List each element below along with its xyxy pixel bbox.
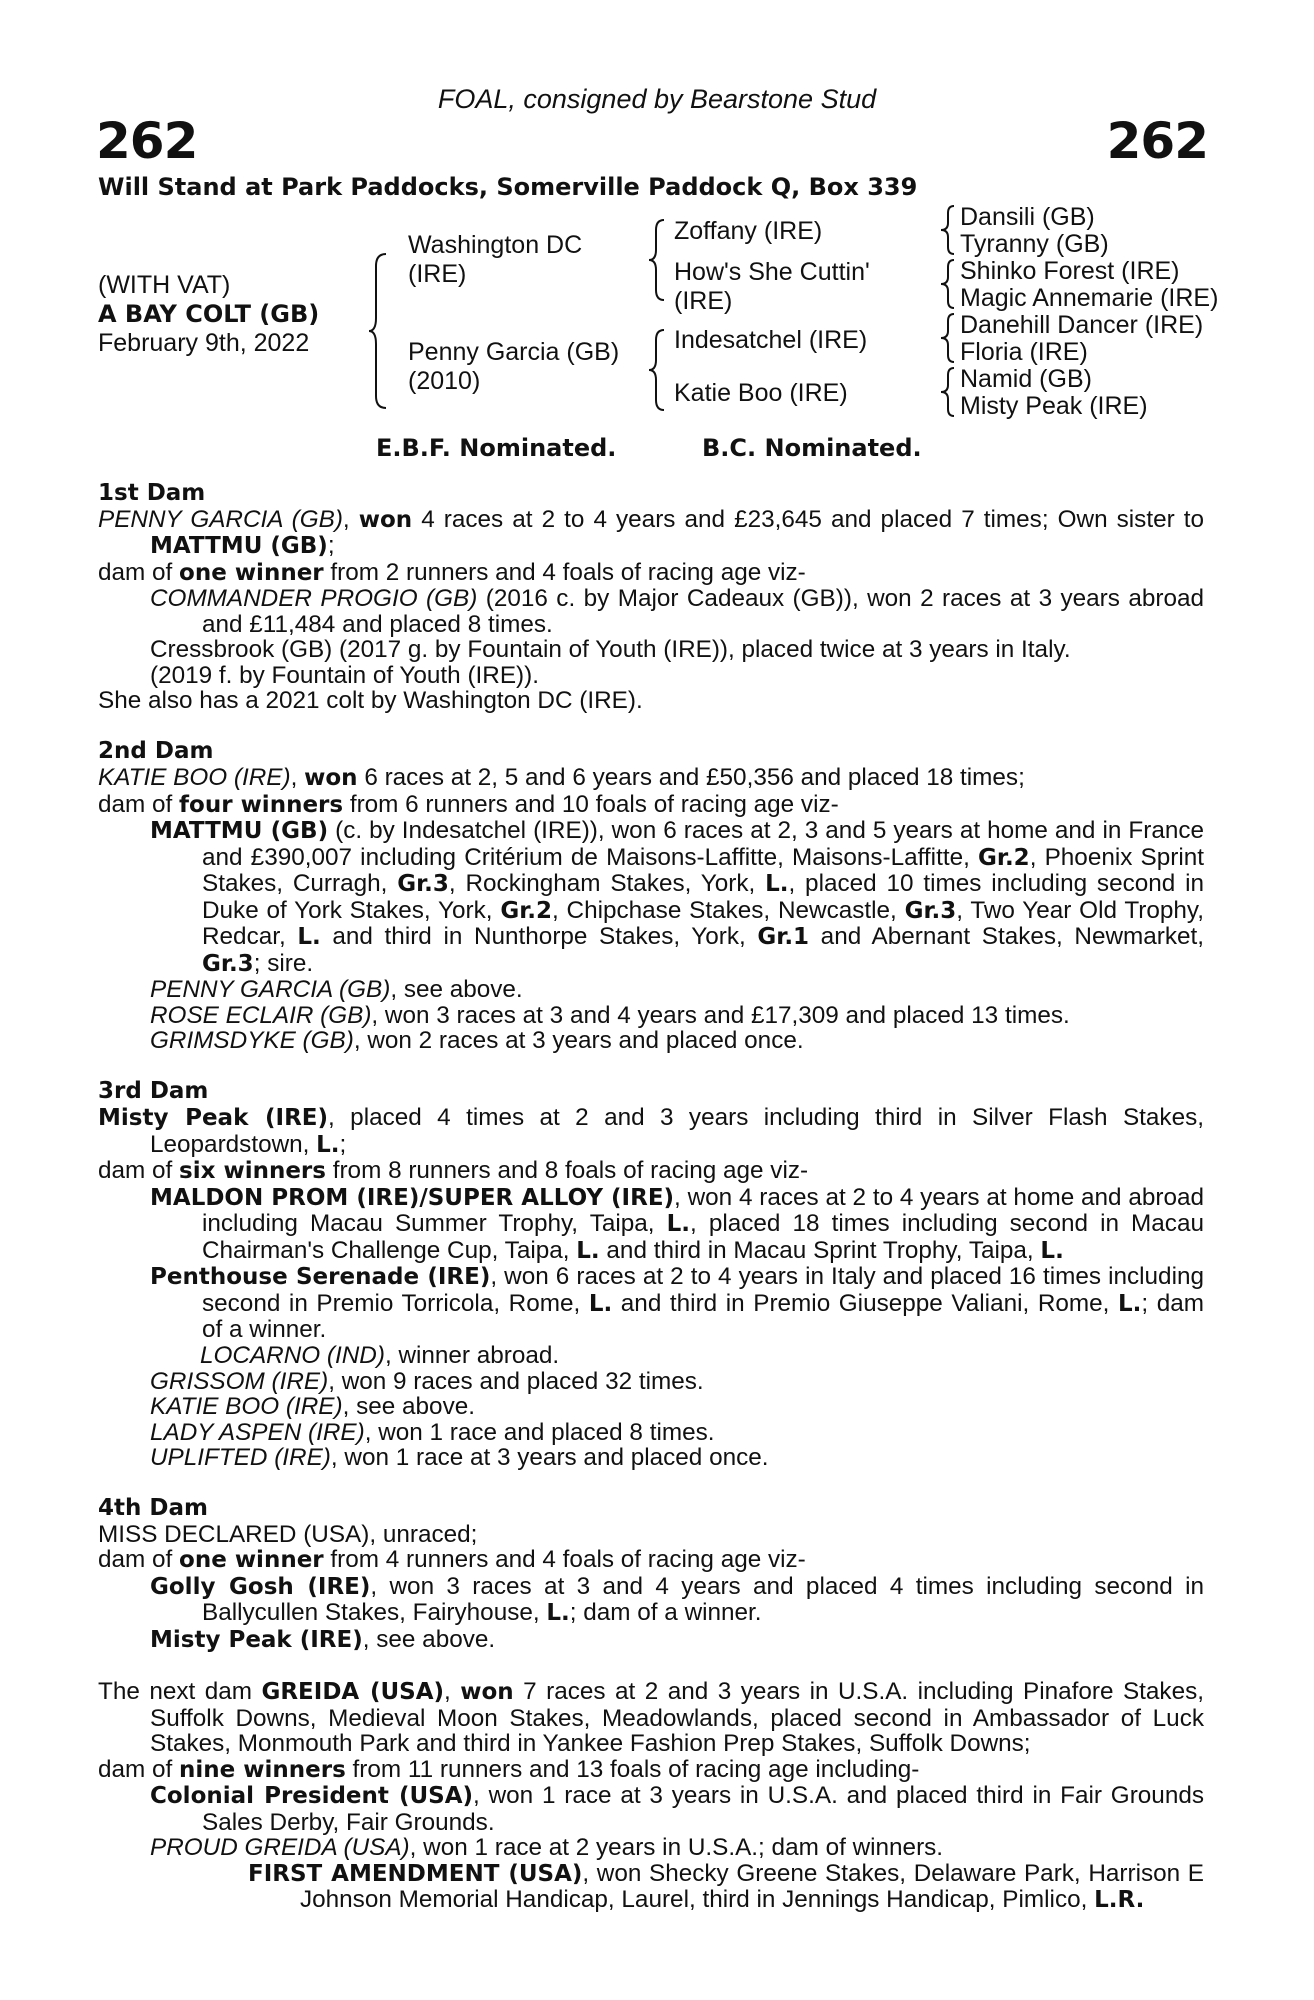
section-heading: 3rd Dam	[98, 1078, 209, 1105]
text-run: , won 9 races and placed 32 times.	[328, 1367, 704, 1395]
ancestor: Namid (GB)	[960, 365, 1092, 393]
bold-text: Gr.3	[904, 897, 957, 924]
catalogue-entry	[98, 560, 1204, 587]
bold-text: one winner	[179, 559, 324, 586]
text-run: , won 1 race at 3 years in U.S.A. and placed third in Fair Grounds Sales Derby, Fair Grounds.	[202, 1782, 1204, 1836]
sire-dam-name: How's She Cuttin' (IRE)	[674, 258, 870, 315]
catalogue-entry	[98, 1028, 1204, 1054]
bold-text: L.	[576, 1237, 600, 1264]
text-run: 7 races at 2 and 3 years in U.S.A. including Pinafore Stakes, Suffolk Downs, Medieval Moon Stakes, Meadowlands, placed second in Ambassador of Luck Stakes, Monmouth Park and third in Yankee Fashion Prep Stakes, Suffolk Downs;	[150, 1677, 1204, 1758]
bold-text: Gr.1	[757, 924, 810, 951]
sire-sire-name: Zoffany (IRE)	[674, 217, 823, 245]
pedigree-brace	[940, 204, 958, 256]
bold-text: L.	[666, 1211, 690, 1238]
consignor-line: FOAL, consigned by Bearstone Stud	[437, 84, 877, 114]
text-run: , see above.	[390, 976, 523, 1004]
catalogue-entry	[98, 1547, 1204, 1574]
text-run: , see above.	[342, 1393, 475, 1421]
section-heading: 2nd Dam	[98, 738, 214, 765]
text-run: , placed 10 times including second in Duke of York Stakes, York,	[202, 870, 1205, 924]
bold-text: won	[460, 1678, 514, 1705]
ancestor: Shinko Forest (IRE)	[960, 257, 1180, 285]
bold-text: Gr.2	[500, 897, 552, 924]
text-run: (2019 f. by Fountain of Youth (IRE)).	[150, 661, 539, 689]
text-run: , won 1 race at 2 years in U.S.A.; dam of winners.	[409, 1834, 944, 1862]
catalogue-body	[98, 481, 1204, 1939]
bc-nomination: B.C. Nominated.	[702, 434, 922, 462]
text-run: from 11 runners and 13 foals of racing age including-	[345, 1755, 920, 1783]
catalogue-entry	[98, 1574, 1204, 1627]
catalogue-entry	[98, 1420, 1204, 1446]
dam-section	[98, 1079, 1204, 1470]
ebf-nomination: E.B.F. Nominated.	[376, 434, 617, 462]
dam-dam-name: Katie Boo (IRE)	[674, 379, 848, 407]
lot-number-left: 262	[96, 112, 198, 170]
text-run: , winner abroad.	[384, 1341, 560, 1369]
dam-section	[98, 481, 1204, 714]
section-heading: 1st Dam	[98, 480, 206, 506]
italic-text: KATIE BOO (IRE)	[98, 763, 291, 791]
catalogue-entry	[98, 1394, 1204, 1420]
text-run: , won 2 races at 3 years and placed once.	[353, 1027, 804, 1055]
vat-note: (WITH VAT)	[98, 271, 231, 299]
catalogue-entry	[98, 1105, 1204, 1158]
catalogue-entry	[98, 1627, 1204, 1654]
text-run: ; dam of a winner.	[202, 1289, 1204, 1344]
bold-text: nine winners	[179, 1756, 346, 1783]
bold-text: L.	[546, 1600, 570, 1627]
bold-text: Golly Gosh (IRE)	[150, 1573, 371, 1600]
text-run: ;	[327, 532, 335, 560]
catalogue-entry	[98, 586, 1204, 637]
text-run: , won 1 race at 3 years and placed once.	[330, 1444, 769, 1472]
ancestor: Dansili (GB)	[960, 203, 1095, 231]
section-heading: 4th Dam	[98, 1495, 208, 1522]
text-run: and third in Macau Sprint Trophy, Taipa,	[599, 1236, 1041, 1264]
text-run: , won 3 races at 3 and 4 years and placed 4 times including second in Ballycullen Stakes, Fairyhouse,	[202, 1572, 1205, 1627]
dam-name: Penny Garcia (GB) (2010)	[408, 338, 620, 395]
catalogue-entry	[98, 1369, 1204, 1395]
text-run: from 8 runners and 8 foals of racing age viz-	[325, 1157, 809, 1185]
text-run: ,	[444, 1677, 461, 1705]
italic-text: UPLIFTED (IRE)	[150, 1444, 331, 1472]
stabling-line: Will Stand at Park Paddocks, Somerville Paddock Q, Box 339	[98, 173, 918, 201]
text-run: ,	[290, 763, 305, 791]
ancestor: Magic Annemarie (IRE)	[960, 284, 1219, 312]
text-run: (2016 c. by Major Cadeaux (GB)), won 2 races at 3 years abroad and £11,484 and placed 8 times.	[202, 585, 1204, 638]
bold-text: MATTMU (GB)	[150, 818, 329, 845]
text-run: , won Shecky Greene Stakes, Delaware Park, Harrison E Johnson Memorial Handicap, Laurel, third in Jennings Handicap, Pimlico,	[300, 1859, 1204, 1914]
subject-block	[98, 271, 319, 358]
bold-text: GREIDA (USA)	[261, 1678, 445, 1705]
text-run: from 4 runners and 4 foals of racing age viz-	[323, 1546, 806, 1574]
ancestor: Floria (IRE)	[960, 338, 1088, 366]
italic-text: LADY ASPEN (IRE)	[150, 1418, 365, 1446]
bold-text: Gr.2	[978, 844, 1030, 871]
catalogue-entry	[98, 1158, 1204, 1185]
text-run: , placed 18 times including second in Macau Chairman's Challenge Cup, Taipa,	[202, 1210, 1204, 1264]
italic-text: KATIE BOO (IRE)	[150, 1393, 343, 1421]
catalogue-entry	[98, 1343, 1204, 1369]
pedigree-brace	[648, 218, 668, 302]
text-run: and third in Premio Giuseppe Valiani, Rome,	[612, 1289, 1118, 1317]
catalogue-entry	[98, 1264, 1204, 1343]
bold-text: L.	[297, 924, 321, 951]
bold-text: four winners	[179, 791, 344, 818]
pedigree-brace	[940, 258, 958, 310]
italic-text: COMMANDER PROGIO (GB)	[150, 585, 478, 613]
pedigree-brace	[368, 252, 390, 410]
text-run: dam of	[98, 1755, 180, 1783]
italic-text: PENNY GARCIA (GB)	[98, 505, 343, 533]
catalogue-entry	[98, 507, 1204, 560]
dam-sire-name: Indesatchel (IRE)	[674, 326, 868, 354]
text-run: dam of	[98, 790, 180, 818]
dam-section	[98, 739, 1204, 1054]
text-run: , Two Year Old Trophy, Redcar,	[202, 896, 1205, 951]
text-run: The next dam	[98, 1677, 262, 1705]
catalogue-entry	[98, 1861, 1204, 1914]
lot-number-right: 262	[1106, 112, 1208, 170]
text-run: , won 6 races at 2 to 4 years in Italy and placed 16 times including second in Premio Torricola, Rome,	[202, 1263, 1204, 1317]
catalogue-entry	[98, 977, 1204, 1003]
bold-text: L.	[588, 1290, 613, 1317]
bold-text: L.	[1117, 1290, 1142, 1317]
italic-text: PROUD GREIDA (USA)	[150, 1834, 410, 1862]
pedigree-brace	[940, 366, 958, 418]
bold-text: L.R.	[1094, 1887, 1145, 1914]
text-run: from 2 runners and 4 foals of racing age viz-	[323, 558, 806, 586]
text-run: She also has a 2021 colt by Washington DC (IRE).	[98, 687, 643, 715]
catalogue-entry	[98, 637, 1204, 663]
text-run: , Chipchase Stakes, Newcastle,	[552, 896, 905, 924]
pedigree-brace	[940, 312, 958, 364]
text-run: , placed 4 times at 2 and 3 years including third in Silver Flash Stakes, Leopardstown,	[150, 1104, 1204, 1158]
catalogue-entry	[98, 1679, 1204, 1757]
text-run: , won 3 races at 3 and 4 years and £17,309 and placed 13 times.	[371, 1001, 1070, 1029]
italic-text: LOCARNO (IND)	[200, 1341, 385, 1369]
catalogue-entry	[98, 818, 1204, 977]
bold-text: Gr.3	[202, 950, 254, 977]
catalogue-entry	[98, 1445, 1204, 1471]
catalogue-entry	[98, 765, 1204, 792]
text-run: , won 1 race and placed 8 times.	[364, 1418, 715, 1446]
catalogue-entry	[98, 1185, 1204, 1265]
text-run: dam of	[98, 1157, 180, 1185]
catalogue-entry	[98, 1835, 1204, 1861]
italic-text: PENNY GARCIA (GB)	[150, 976, 391, 1004]
bold-text: Gr.3	[397, 871, 449, 898]
text-run: and Abernant Stakes, Newmarket,	[809, 923, 1205, 951]
dam-section	[98, 1496, 1204, 1653]
text-run: 6 races at 2, 5 and 6 years and £50,356 and placed 18 times;	[357, 763, 1025, 791]
catalogue-entry	[98, 792, 1204, 819]
catalogue-entry	[98, 688, 1204, 714]
dam-section	[98, 1679, 1204, 1914]
catalogue-entry	[98, 1003, 1204, 1029]
pedigree-brace	[648, 328, 668, 412]
catalogue-entry	[98, 663, 1204, 689]
ancestor: Danehill Dancer (IRE)	[960, 311, 1204, 339]
bold-text: FIRST AMENDMENT (USA)	[248, 1860, 583, 1887]
catalogue-entry	[98, 1522, 1204, 1548]
text-run: , see above.	[362, 1625, 496, 1653]
text-run: (c. by Indesatchel (IRE)), won 6 races at 2, 3 and 5 years at home and in France and £390,007 including Critérium de Maisons-Laffitte, Maisons-Laffitte,	[202, 817, 1205, 871]
bold-text: won	[358, 506, 413, 533]
text-run: Cressbrook (GB) (2017 g. by Fountain of Youth (IRE)), placed twice at 3 years in Italy.	[150, 636, 1071, 664]
text-run: ; sire.	[253, 949, 314, 977]
bold-text: MATTMU (GB)	[150, 533, 328, 560]
text-run: , won 4 races at 2 to 4 years at home and abroad including Macau Summer Trophy, Taipa,	[202, 1183, 1204, 1238]
text-run: , Rockingham Stakes, York,	[448, 870, 766, 898]
text-run: dam of	[98, 558, 180, 586]
italic-text: ROSE ECLAIR (GB)	[150, 1001, 372, 1029]
italic-text: GRISSOM (IRE)	[150, 1367, 329, 1395]
text-run: 4 races at 2 to 4 years and £23,645 and placed 7 times; Own sister to	[412, 505, 1204, 533]
text-run: ;	[339, 1130, 347, 1158]
bold-text: one winner	[179, 1547, 324, 1574]
bold-text: L.	[765, 871, 789, 898]
catalogue-entry	[98, 1757, 1204, 1784]
text-run: dam of	[98, 1546, 180, 1574]
bold-text: L.	[1040, 1237, 1064, 1264]
ancestor: Tyranny (GB)	[960, 230, 1109, 258]
bold-text: Colonial President (USA)	[150, 1783, 474, 1810]
subject-name: A BAY COLT (GB)	[98, 300, 320, 328]
bold-text: L.	[316, 1131, 340, 1158]
bold-text: Misty Peak (IRE)	[98, 1105, 329, 1132]
text-run: , Phoenix Sprint Stakes, Curragh,	[202, 843, 1205, 898]
bold-text: won	[304, 764, 358, 791]
text-run: from 6 runners and 10 foals of racing age viz-	[343, 790, 839, 818]
ancestor: Misty Peak (IRE)	[960, 392, 1148, 420]
text-run: ; dam of a winner.	[569, 1599, 762, 1627]
bold-text: Misty Peak (IRE)	[150, 1626, 363, 1653]
italic-text: GRIMSDYKE (GB)	[150, 1027, 354, 1055]
foaling-date: February 9th, 2022	[98, 329, 310, 357]
catalogue-entry	[98, 1783, 1204, 1835]
third-generation-ancestors	[960, 204, 1218, 420]
text-run: and third in Nunthorpe Stakes, York,	[320, 923, 758, 951]
bold-text: six winners	[179, 1158, 326, 1185]
bold-text: MALDON PROM (IRE)/SUPER ALLOY (IRE)	[150, 1184, 675, 1211]
sire-name: Washington DC (IRE)	[408, 231, 583, 288]
text-run: MISS DECLARED (USA), unraced;	[98, 1520, 478, 1548]
text-run: ,	[342, 505, 359, 533]
bold-text: Penthouse Serenade (IRE)	[150, 1264, 491, 1291]
